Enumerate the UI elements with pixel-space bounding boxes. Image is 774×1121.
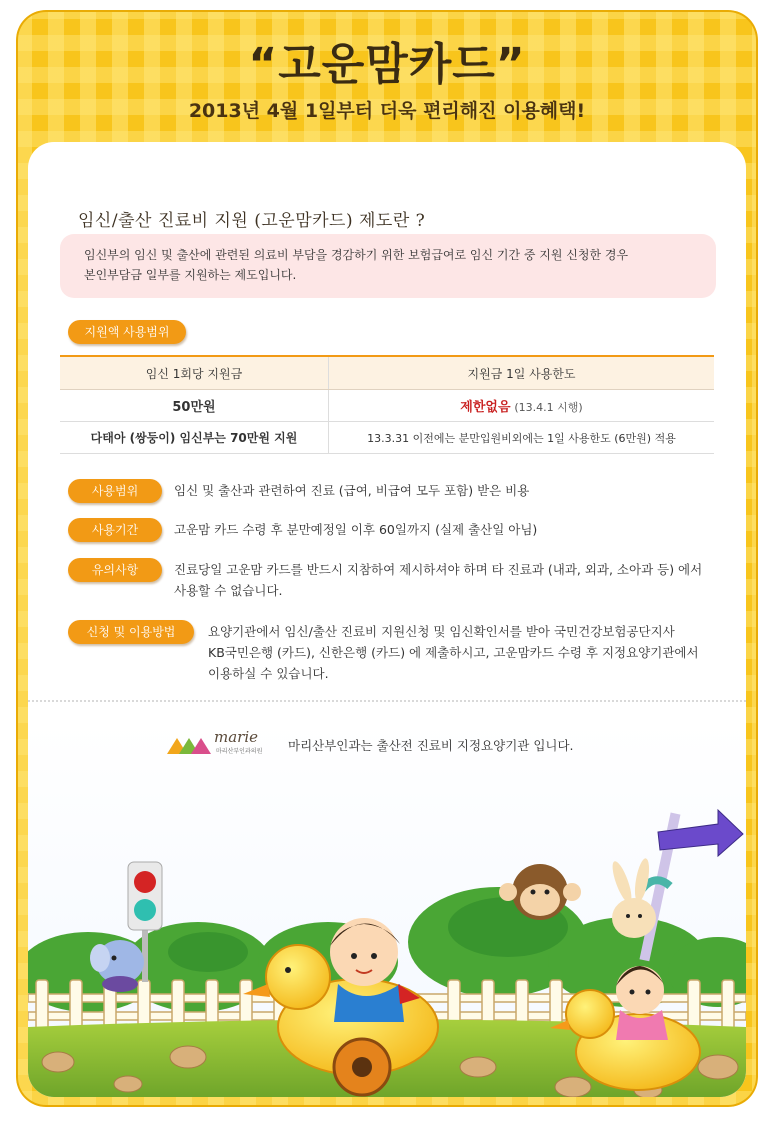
- intro-box: [60, 234, 716, 298]
- table-header-daily-limit: 지원금 1일 사용한도: [329, 356, 715, 390]
- page-title: “고운맘카드”: [248, 39, 526, 90]
- table-header-per-pregnancy: 임신 1회당 지원금: [60, 356, 329, 390]
- notice-line-2: 사용할 수 없습니다.: [174, 583, 283, 598]
- apply-method-badge: 신청 및 이용방법: [68, 620, 194, 644]
- usage-scope-badge: 사용범위: [68, 479, 162, 503]
- limit-cell: [329, 390, 715, 422]
- apply-method-line-1: 요양기관에서 임신/출산 진료비 지원신청 및 임신확인서를 받아 국민건강보험공단지사: [208, 624, 675, 639]
- usage-period-text: [174, 519, 537, 540]
- limit-note: (13.4.1 시행): [514, 401, 583, 414]
- section-divider: [28, 700, 746, 702]
- table-row: [60, 422, 714, 454]
- table-header-row: [60, 356, 714, 390]
- apply-method-text: [208, 621, 718, 684]
- usage-period-line-1: 고운맘 카드 수령 후 분만예정일 이후 60일까지 (실제 출산일 아님): [174, 522, 538, 537]
- notice-line-1: 진료당일 고운맘 카드를 반드시 지참하여 제시하셔야 하며 타 진료과 (내과, 외과, 소아과 등) 에서: [174, 562, 703, 577]
- amount-cell: 50만원: [60, 390, 329, 422]
- content-panel: [28, 142, 746, 1097]
- intro-line-1: 임신부의 임신 및 출산에 관련된 의료비 부담을 경감하기 위한 보험급여로 임신 기간 중 지원 신청한 경우: [84, 248, 629, 262]
- twins-cell: 다태아 (쌍둥이) 임신부는 70만원 지원: [60, 422, 329, 454]
- clinic-text: 마리산부인과는 출산전 진료비 지정요양기관 입니다.: [288, 738, 574, 753]
- notice-badge: 유의사항: [68, 558, 162, 582]
- page-subtitle: 2013년 4월 1일부터 더욱 편리해진 이용혜택!: [188, 100, 586, 122]
- intro-heading: 임신/출산 진료비 지원 (고운맘카드) 제도란 ?: [78, 211, 426, 231]
- usage-period-badge: 사용기간: [68, 518, 162, 542]
- logo-text: marie: [214, 728, 259, 746]
- intro-line-2: 본인부담금 일부를 지원하는 제도입니다.: [84, 268, 297, 282]
- table-row: [60, 390, 714, 422]
- notice-text: [174, 559, 714, 601]
- support-range-badge: 지원액 사용범위: [68, 320, 186, 344]
- support-table: [60, 355, 714, 454]
- intro-text: [84, 245, 704, 285]
- previous-limit-cell: 13.3.31 이전에는 분만입원비외에는 1일 사용한도 (6만원) 적용: [329, 422, 715, 454]
- logo-subtext: 마리산부인과의원: [216, 748, 263, 755]
- usage-scope-line-1: 임신 및 출산과 관련하여 진료 (급여, 비급여 모두 포함) 받은 비용: [174, 483, 530, 498]
- usage-scope-text: [174, 480, 529, 501]
- kids-park-illustration: [28, 722, 746, 1097]
- apply-method-line-3: 이용하실 수 있습니다.: [208, 666, 329, 681]
- apply-method-line-2: KB국민은행 (카드), 신한은행 (카드) 에 제출하시고, 고운맘카드 수령 후 지정요양기관에서: [208, 645, 699, 660]
- limit-value: 제한없음: [460, 400, 511, 415]
